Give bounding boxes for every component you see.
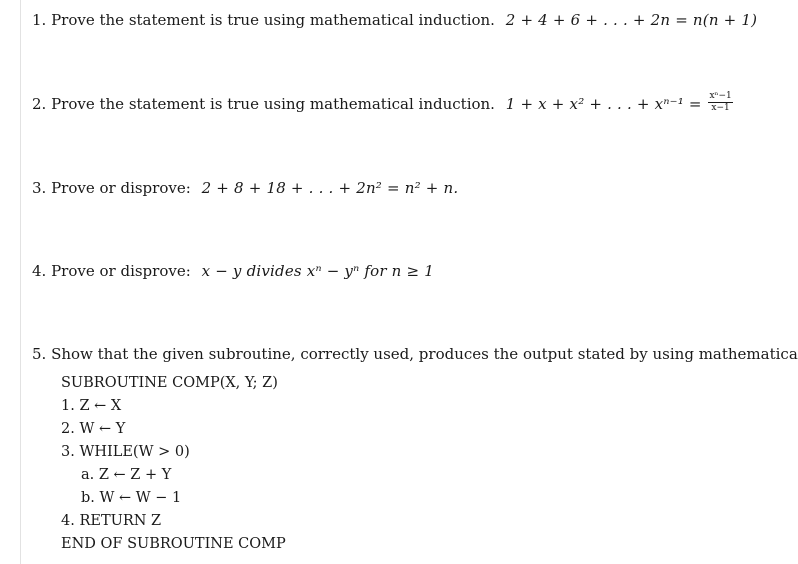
fraction-numerator: xⁿ−1 xyxy=(709,90,732,101)
subroutine-line: 2. W ← Y xyxy=(61,421,126,437)
problem-4-text: 4. Prove or disprove: xyxy=(32,262,191,280)
problem-4-formula: x − y divides xⁿ − yⁿ for n ≥ 1 xyxy=(201,262,434,280)
problem-5-text: 5. Show that the given subroutine, correctly used, produces the output stated by using mathematica xyxy=(32,345,798,363)
problem-1-formula: 2 + 4 + 6 + . . . + 2n = n(n + 1) xyxy=(505,11,758,29)
subroutine-line: 3. WHILE(W > 0) xyxy=(61,444,190,460)
subroutine-line: 4. RETURN Z xyxy=(61,513,162,529)
problem-2-formula: 1 + x + x² + . . . + xⁿ⁻¹ = xyxy=(505,95,702,113)
problem-5 xyxy=(32,344,798,364)
left-margin-rule xyxy=(20,0,21,564)
problem-2-fraction xyxy=(708,92,732,113)
problem-1 xyxy=(32,10,757,30)
problem-4 xyxy=(32,261,434,281)
subroutine-line: a. Z ← Z + Y xyxy=(81,467,172,483)
fraction-denominator: x−1 xyxy=(711,102,730,113)
subroutine-block xyxy=(61,372,286,556)
problem-3 xyxy=(32,178,458,198)
subroutine-footer: END OF SUBROUTINE COMP xyxy=(61,536,286,552)
problem-2 xyxy=(32,90,733,116)
problem-3-text: 3. Prove or disprove: xyxy=(32,179,191,197)
problem-2-text: 2. Prove the statement is true using mathematical induction. xyxy=(32,95,495,113)
subroutine-line: b. W ← W − 1 xyxy=(81,490,182,506)
problem-3-formula: 2 + 8 + 18 + . . . + 2n² = n² + n. xyxy=(201,179,459,197)
subroutine-line: 1. Z ← X xyxy=(61,398,122,414)
subroutine-header: SUBROUTINE COMP(X, Y; Z) xyxy=(61,375,278,391)
problem-1-text: 1. Prove the statement is true using mathematical induction. xyxy=(32,11,495,29)
